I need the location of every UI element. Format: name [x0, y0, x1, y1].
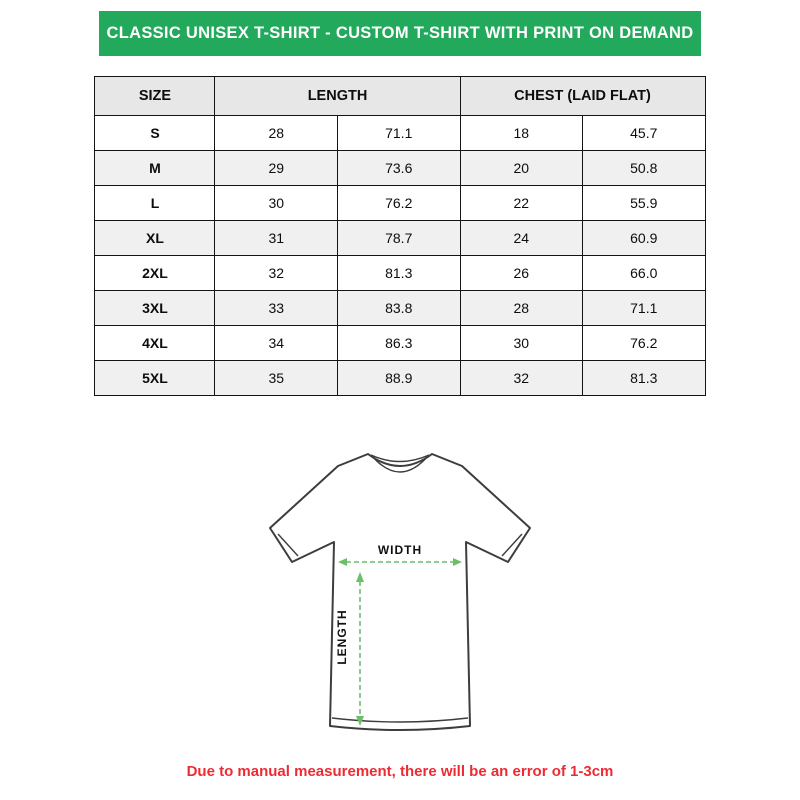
column-header-size: SIZE: [95, 77, 215, 116]
chest-cm-cell: 50.8: [583, 151, 706, 186]
length-cm-cell: 71.1: [337, 116, 460, 151]
size-chart-table: [94, 76, 705, 396]
chest-in-cell: 18: [460, 116, 583, 151]
chest-cm-cell: 71.1: [583, 291, 706, 326]
length-in-cell: 31: [215, 221, 338, 256]
table-row: [95, 116, 705, 151]
chest-in-cell: 24: [460, 221, 583, 256]
size-cell: 4XL: [95, 326, 215, 361]
chest-in-cell: 28: [460, 291, 583, 326]
table-row: [95, 291, 705, 326]
table-row: [95, 221, 705, 256]
table-row: [95, 186, 705, 221]
length-in-cell: 34: [215, 326, 338, 361]
size-cell: L: [95, 186, 215, 221]
chest-cm-cell: 60.9: [583, 221, 706, 256]
table-row: [95, 256, 705, 291]
length-in-cell: 35: [215, 361, 338, 396]
chest-in-cell: 20: [460, 151, 583, 186]
tshirt-outline-icon: [270, 454, 530, 730]
table-row: [95, 361, 705, 396]
size-cell: M: [95, 151, 215, 186]
length-cm-cell: 83.8: [337, 291, 460, 326]
chest-in-cell: 30: [460, 326, 583, 361]
length-in-cell: 29: [215, 151, 338, 186]
chest-in-cell: 32: [460, 361, 583, 396]
length-in-cell: 28: [215, 116, 338, 151]
width-label: WIDTH: [377, 543, 423, 557]
chest-in-cell: 22: [460, 186, 583, 221]
measurement-diagram: [250, 442, 550, 747]
length-cm-cell: 88.9: [337, 361, 460, 396]
size-cell: 5XL: [95, 361, 215, 396]
column-header-chest: CHEST (LAID FLAT): [460, 77, 705, 116]
measurement-note: Due to manual measurement, there will be an error of 1-3cm: [186, 763, 614, 780]
table-header-row: [95, 77, 705, 116]
chest-in-cell: 26: [460, 256, 583, 291]
length-in-cell: 32: [215, 256, 338, 291]
banner-title: CLASSIC UNISEX T-SHIRT - CUSTOM T-SHIRT WITH PRINT ON DEMAND: [106, 24, 694, 42]
chest-cm-cell: 55.9: [583, 186, 706, 221]
size-cell: XL: [95, 221, 215, 256]
chest-cm-cell: 45.7: [583, 116, 706, 151]
length-label: LENGTH: [335, 609, 349, 665]
length-cm-cell: 86.3: [337, 326, 460, 361]
table-row: [95, 151, 705, 186]
length-in-cell: 33: [215, 291, 338, 326]
length-cm-cell: 81.3: [337, 256, 460, 291]
length-cm-cell: 78.7: [337, 221, 460, 256]
chest-cm-cell: 76.2: [583, 326, 706, 361]
column-header-length: LENGTH: [215, 77, 460, 116]
size-cell: S: [95, 116, 215, 151]
length-cm-cell: 76.2: [337, 186, 460, 221]
tshirt-diagram: [250, 442, 550, 742]
banner: [99, 11, 701, 56]
table-row: [95, 326, 705, 361]
chest-cm-cell: 66.0: [583, 256, 706, 291]
length-cm-cell: 73.6: [337, 151, 460, 186]
size-cell: 2XL: [95, 256, 215, 291]
size-cell: 3XL: [95, 291, 215, 326]
chest-cm-cell: 81.3: [583, 361, 706, 396]
length-in-cell: 30: [215, 186, 338, 221]
